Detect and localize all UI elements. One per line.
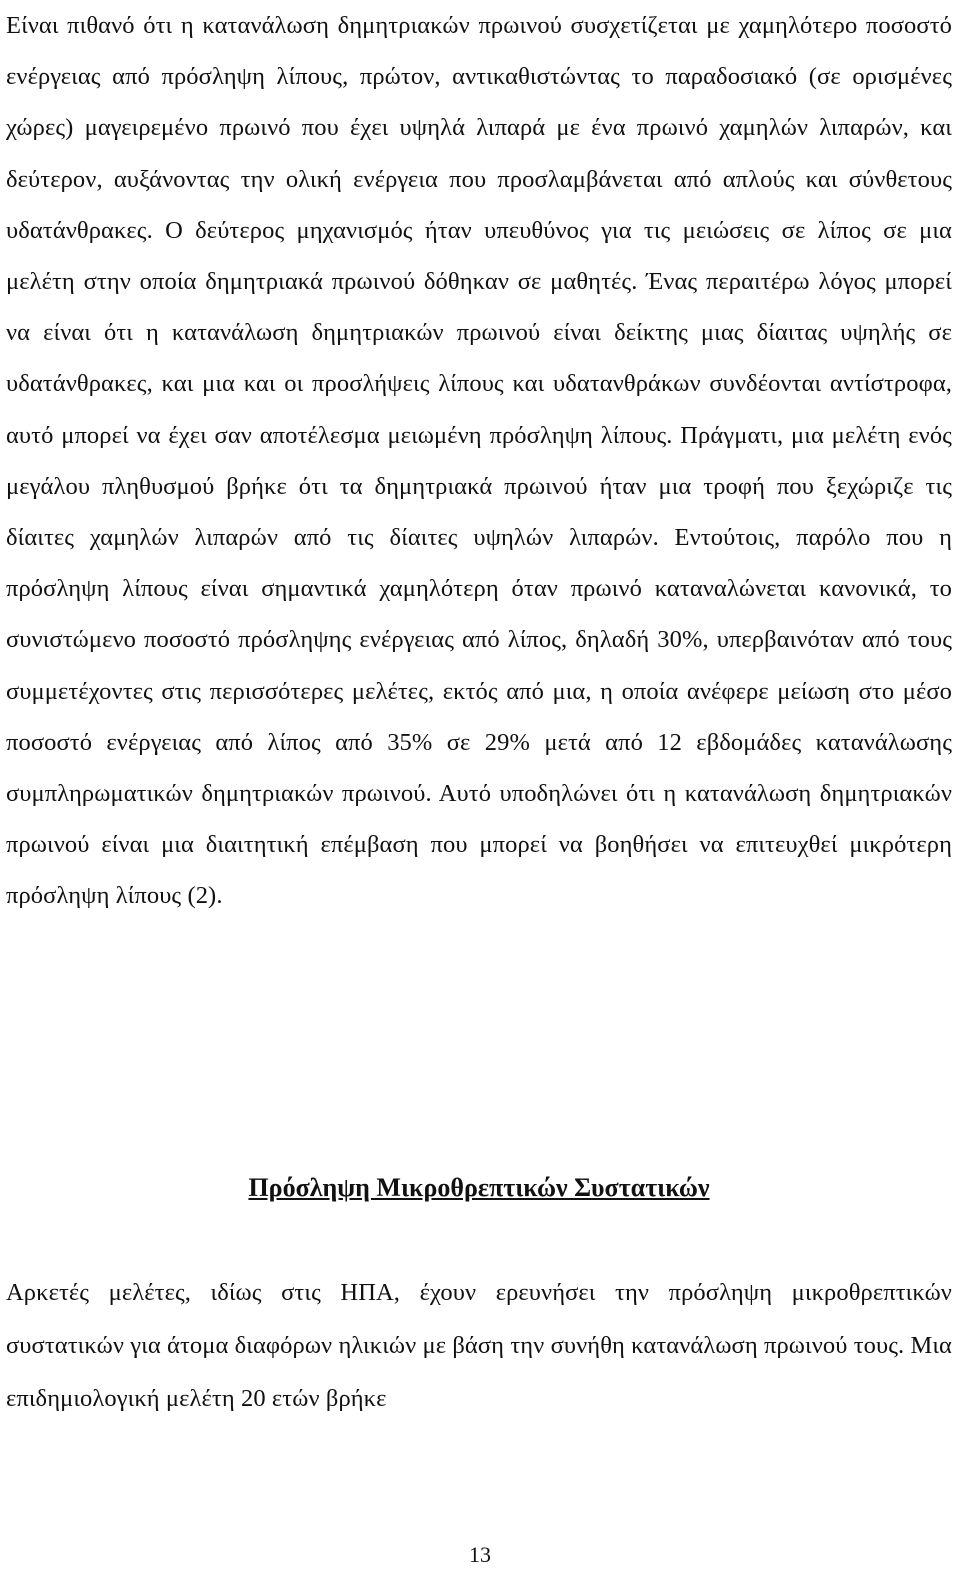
document-page [6, 0, 952, 1412]
body-paragraph: Αρκετές μελέτες, ιδίως στις ΗΠΑ, έχουν ερευνήσει την πρόσληψη μικροθρεπτικών συστατικών για άτομα διαφόρων ηλικιών με βάση την συνήθη κατανάλωση πρωινού τους. Μια επιδημιολογική μελέτη 20 ετών βρήκε [6, 1279, 952, 1412]
page-number: 13 [469, 1542, 491, 1567]
body-paragraph: Είναι πιθανό ότι η κατανάλωση δημητριακών πρωινού συσχετίζεται με χαμηλότερο ποσοστό ενέργειας από πρόσληψη λίπους, πρώτον, αντικαθιστώντας το παραδοσιακό (σε ορισμένες χώρες) μαγειρεμένο πρωινό που έχει υψηλά λιπαρά με ένα πρωινό χαμηλών λιπαρών, και δεύτερον, αυξάνοντας την ολική ενέργεια που προσλαμβάνεται από απλούς και σύνθετους υδατάνθρακες. Ο δεύτερος μηχανισμός ήταν υπευθύνος για τις μειώσεις σε λίπος σε μια μελέτη στην οποία δημητριακά πρωινού δόθηκαν σε μαθητές. Ένας περαιτέρω λόγος μπορεί να είναι ότι η κατανάλωση δημητριακών πρωινού είναι δείκτης μιας δίαιτας υψηλής σε υδατάνθρακες, και μια και οι προσλήψεις λίπους και υδατανθράκων συνδέονται αντίστροφα, αυτό μπορεί να έχει σαν αποτέλεσμα μειωμένη πρόσληψη λίπους. Πράγματι, μια μελέτη ενός μεγάλου πληθυσμού βρήκε ότι τα δημητριακά πρωινού ήταν μια τροφή που ξεχώριζε τις δίαιτες χαμηλών λιπαρών από τις δίαιτες υψηλών λιπαρών. Εντούτοις, παρόλο που η πρόσληψη λίπους είναι σημαντικά χαμηλότερη όταν πρωινό καταναλώνεται κανονικά, το συνιστώμενο ποσοστό πρόσληψης ενέργειας από λίπος, δηλαδή 30%, υπερβαινόταν από τους συμμετέχοντες στις περισσότερες μελέτες, εκτός από μια, η οποία ανέφερε μείωση στο μέσο ποσοστό ενέργειας από λίπος από 35% σε 29% μετά από 12 εβδομάδες κατανάλωσης συμπληρωματικών δημητριακών πρωινού. Αυτό υποδηλώνει ότι η κατανάλωση δημητριακών πρωινού είναι μια διαιτητική επέμβαση που μπορεί να βοηθήσει να επιτευχθεί μικρότερη πρόσληψη λίπους (2). [6, 12, 952, 910]
section-heading: Πρόσληψη Μικροθρεπτικών Συστατικών [248, 1173, 710, 1202]
